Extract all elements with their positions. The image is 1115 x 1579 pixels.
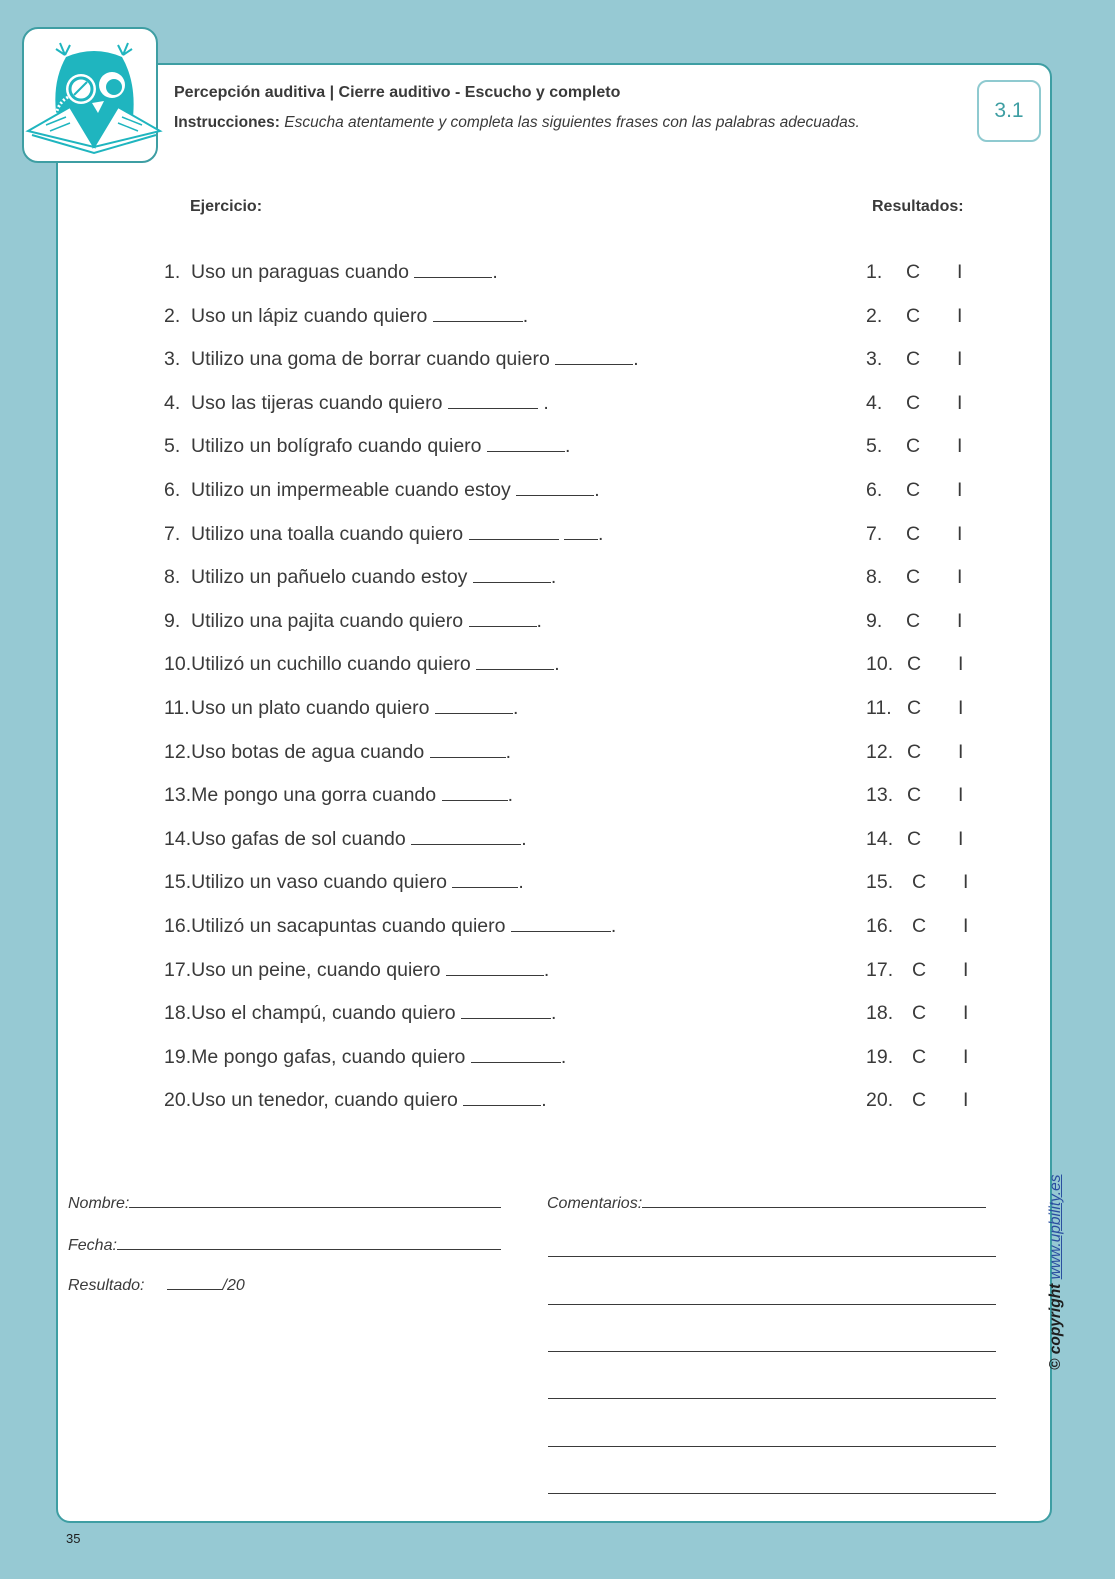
correct-option[interactable]: C [906,348,921,371]
exercise-item [164,1046,566,1069]
incorrect-option[interactable]: I [963,1002,969,1025]
exercise-number: 19. [164,1045,192,1068]
correct-option[interactable]: C [907,697,922,719]
correct-option[interactable]: C [907,740,922,763]
exercise-item [164,305,528,328]
result-number: 15. [866,871,894,894]
correct-option[interactable]: C [907,653,922,676]
website-link[interactable]: www.upbility.es [1047,1174,1064,1280]
exercise-period: . [541,1089,547,1112]
incorrect-option[interactable]: I [958,740,964,763]
incorrect-option[interactable]: I [963,958,969,981]
incorrect-option[interactable]: I [963,1045,969,1068]
result-number: 7. [866,522,883,545]
correct-option[interactable]: C [912,1089,927,1112]
answer-blank[interactable] [414,262,492,278]
exercise-text: Utilizo un vaso cuando quiero [191,871,447,894]
answer-blank[interactable] [435,698,513,714]
date-line[interactable] [117,1235,501,1250]
exercise-period: . [550,566,557,589]
name-label: Nombre: [68,1195,130,1212]
exercise-text: Uso gafas de sol cuando [191,827,406,850]
worksheet-title: Percepción auditiva | Cierre auditivo - Escucho y completo [174,84,621,101]
exercise-item [164,566,556,589]
exercise-number: 18. [164,1002,192,1025]
incorrect-option[interactable]: I [957,566,963,589]
name-field[interactable] [68,1193,501,1213]
answer-blank[interactable] [555,349,633,365]
comments-line[interactable] [548,1256,996,1257]
exercise-text: Utilizo un impermeable cuando estoy [191,479,511,501]
answer-blank[interactable] [452,872,518,888]
exercise-number: 20. [164,1089,192,1112]
date-label: Fecha: [68,1237,117,1254]
exercise-item [164,435,570,458]
exercise-item [164,915,616,938]
result-number: 3. [866,348,883,371]
date-field[interactable] [68,1235,501,1255]
result-number: 14. [866,827,894,850]
exercise-text: Uso un tenedor, cuando quiero [191,1089,458,1112]
exercise-column-heading: Ejercicio: [190,198,263,215]
exercise-period: . [518,871,524,894]
exercise-item [164,653,560,676]
exercise-number: 1. [164,261,181,283]
exercise-number: 16. [164,915,192,937]
answer-blank[interactable] [487,436,565,452]
exercise-text: Uso las tijeras cuando quiero [191,391,443,414]
correct-option[interactable]: C [907,784,922,807]
exercise-item [164,697,518,720]
exercise-text: Uso botas de agua cuando [191,740,425,763]
exercise-item [164,871,524,894]
result-number: 12. [866,740,894,763]
result-number: 10. [866,653,894,676]
exercise-item [164,1089,547,1112]
exercise-item [164,610,542,633]
incorrect-option[interactable]: I [963,915,969,937]
correct-option[interactable]: C [906,391,921,414]
exercise-number: 5. [164,435,181,458]
logo [22,27,158,163]
exercise-item [164,479,600,502]
exercise-number: 3. [164,348,181,371]
exercise-item [164,261,498,284]
exercise-text: Me pongo una gorra cuando [191,784,437,807]
exercise-text: Uso un lápiz cuando quiero [191,304,428,327]
result-number: 13. [866,784,894,807]
exercise-period: . [564,435,571,458]
result-number: 2. [866,304,883,327]
instructions [174,114,860,132]
exercise-number: 4. [164,391,181,414]
exercise-number: 15. [164,871,192,894]
correct-option[interactable]: C [906,566,921,589]
correct-option[interactable]: C [912,958,927,981]
exercise-text: Utilizó un sacapuntas cuando quiero [191,915,506,937]
answer-blank[interactable] [448,393,538,409]
result-number: 17. [866,958,894,981]
answer-blank[interactable] [433,306,523,322]
comments-label: Comentarios: [547,1195,643,1212]
incorrect-option[interactable]: I [957,479,963,501]
comments-field[interactable] [547,1193,986,1213]
exercise-text: Uso un paraguas cuando [191,261,409,283]
exercise-period: . [551,1002,557,1025]
incorrect-option[interactable]: I [958,784,964,807]
owl-reading-book-icon [10,35,174,165]
exercise-item [164,828,527,851]
result-number: 5. [866,435,883,458]
answer-blank[interactable] [473,567,551,583]
exercise-period: . [633,348,639,371]
answer-blank[interactable] [442,785,508,801]
exercise-period: . [505,740,512,763]
exercise-period: . [537,391,549,414]
correct-option[interactable]: C [906,304,921,327]
exercise-text: Utilizo un bolígrafo cuando quiero [191,435,482,458]
correct-option[interactable]: C [907,827,922,850]
results-column-heading: Resultados: [872,198,964,215]
correct-option[interactable]: C [906,435,921,458]
copyright-notice [1047,1175,1065,1370]
exercise-period: . [554,653,560,676]
result-number: 9. [866,609,883,632]
result-number: 4. [866,391,883,414]
answer-blank[interactable] [446,960,544,976]
exercise-period: . [512,697,519,719]
result-number: 16. [866,915,894,937]
score-total: /20 [222,1277,245,1294]
result-number: 18. [866,1002,894,1025]
correct-option[interactable]: C [906,261,921,283]
exercise-number: 11. [164,697,190,719]
correct-option[interactable]: C [906,609,921,632]
answer-blank[interactable] [430,742,506,758]
exercise-number: 2. [164,304,181,327]
answer-blank[interactable] [511,916,611,932]
exercise-item [164,784,513,807]
result-number: 11. [866,697,892,719]
answer-blank[interactable] [476,654,554,670]
exercise-period: . [610,915,617,937]
incorrect-option[interactable]: I [958,653,964,676]
exercise-number: 14. [164,827,192,850]
answer-blank[interactable] [471,1047,561,1063]
correct-option[interactable]: C [906,522,921,545]
page-number: 35 [66,1531,81,1546]
result-number: 20. [866,1089,894,1112]
answer-blank[interactable] [516,480,594,496]
instructions-text: Escucha atentamente y completa las siguientes frases con las palabras adecuadas. [284,114,860,131]
incorrect-option[interactable]: I [957,304,963,327]
result-number: 6. [866,479,883,501]
exercise-text: Utilizo una goma de borrar cuando quiero [191,348,550,371]
score-line[interactable] [167,1275,223,1290]
exercise-number: 13. [164,784,192,807]
comments-line[interactable] [548,1351,996,1352]
exercise-item [164,392,549,415]
correct-option[interactable]: C [912,1045,927,1068]
comments-line[interactable] [548,1304,996,1305]
comments-line[interactable] [548,1446,996,1447]
instructions-label: Instrucciones: [174,114,280,131]
exercise-number: 10. [164,653,192,676]
result-number: 1. [866,261,883,283]
correct-option[interactable]: C [912,1002,927,1025]
score-field[interactable] [68,1275,245,1295]
incorrect-option[interactable]: I [957,348,963,371]
exercise-period: . [492,261,498,283]
incorrect-option[interactable]: I [963,1089,969,1112]
exercise-text: Utilizo una toalla cuando quiero [191,522,464,545]
exercise-period: . [507,784,513,807]
exercise-item [164,523,603,546]
incorrect-option[interactable]: I [957,261,963,283]
result-number: 8. [866,566,883,589]
exercise-text: Utilizó un cuchillo cuando quiero [191,653,471,676]
exercise-number: 17. [164,958,192,981]
incorrect-option[interactable]: I [957,522,963,545]
comments-line[interactable] [642,1193,986,1208]
exercise-period: . [597,522,604,545]
exercise-period: . [594,479,600,501]
comments-line[interactable] [548,1493,996,1494]
score-label: Resultado: [68,1277,145,1294]
comments-line[interactable] [548,1398,996,1399]
exercise-text: Me pongo gafas, cuando quiero [191,1045,466,1068]
exercise-number: 8. [164,566,181,589]
answer-blank[interactable] [469,524,559,540]
exercise-period: . [522,304,529,327]
exercise-item [164,959,549,982]
exercise-number: 7. [164,522,181,545]
exercise-item [164,1002,556,1025]
exercise-text: Utilizo una pajita cuando quiero [191,609,464,632]
answer-blank[interactable] [564,524,598,540]
exercise-number: 12. [164,740,192,763]
exercise-period: . [543,958,550,981]
exercise-number: 6. [164,479,181,501]
incorrect-option[interactable]: I [957,391,963,414]
name-line[interactable] [129,1193,501,1208]
exercise-period: . [560,1045,567,1068]
answer-blank[interactable] [461,1003,551,1019]
incorrect-option[interactable]: I [958,827,964,850]
result-number: 19. [866,1045,894,1068]
incorrect-option[interactable]: I [957,435,963,458]
correct-option[interactable]: C [912,871,927,894]
exercise-period: . [521,827,527,850]
exercise-item [164,348,639,371]
incorrect-option[interactable]: I [958,697,964,719]
answer-blank[interactable] [469,611,537,627]
exercise-period: . [536,609,542,632]
exercise-text: Uso el champú, cuando quiero [191,1002,456,1025]
incorrect-option[interactable]: I [963,871,969,894]
exercise-item [164,741,511,764]
exercise-number-badge: 3.1 [977,80,1041,142]
correct-option[interactable]: C [912,915,927,937]
incorrect-option[interactable]: I [957,609,963,632]
answer-blank[interactable] [411,829,521,845]
exercise-number: 9. [164,609,181,632]
exercise-text: Utilizo un pañuelo cuando estoy [191,566,468,589]
exercise-text: Uso un plato cuando quiero [191,697,430,719]
correct-option[interactable]: C [906,479,921,501]
copyright-label: © copyright [1047,1283,1064,1370]
exercise-text: Uso un peine, cuando quiero [191,958,441,981]
answer-blank[interactable] [463,1090,541,1106]
